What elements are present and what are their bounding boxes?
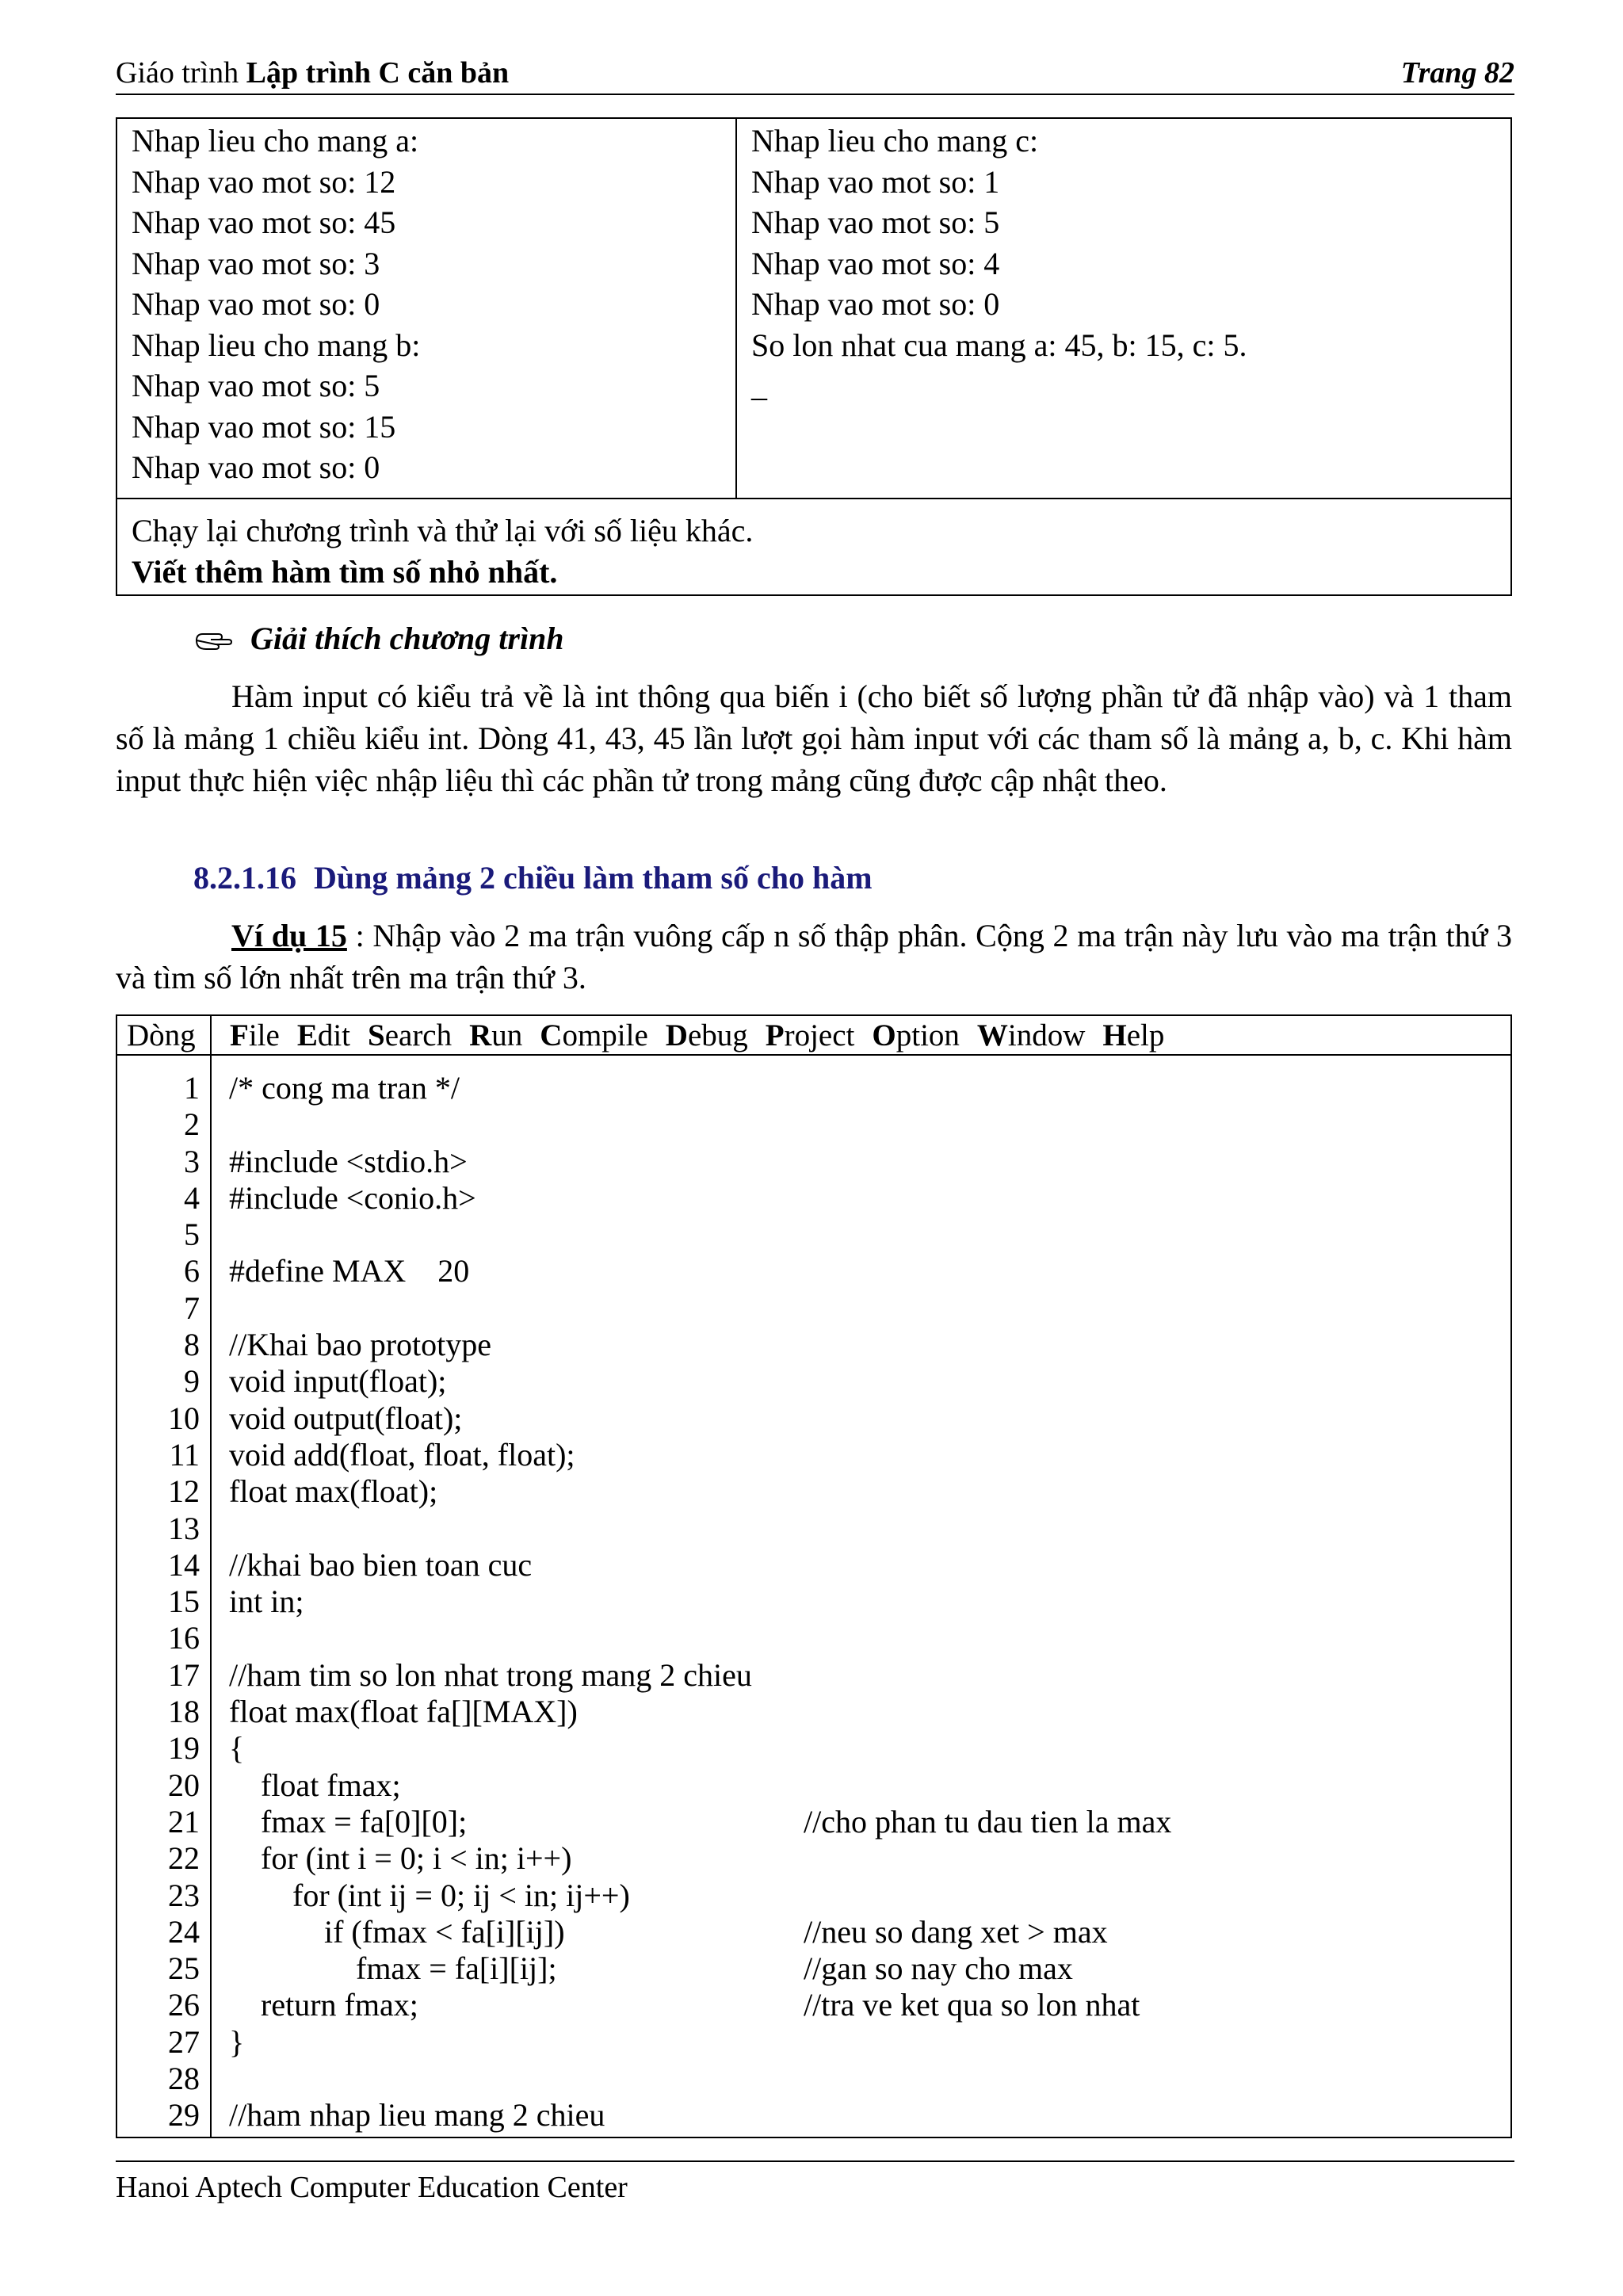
code-text: } <box>229 2023 245 2060</box>
line-numbers <box>117 1070 200 2134</box>
code-line <box>229 1657 752 1694</box>
code-text: void input(float); <box>229 1363 447 1400</box>
menu-item-hotkey: S <box>368 1018 385 1052</box>
code-text: int in; <box>229 1584 304 1620</box>
line-number: 21 <box>168 1803 200 1839</box>
code-listing-frame <box>116 1014 1512 2138</box>
book-title-prefix: Giáo trình <box>116 56 239 90</box>
code-line <box>229 1730 752 1767</box>
menu-item-hotkey: R <box>469 1018 492 1052</box>
output-line: Nhap lieu cho mang c: <box>751 123 1039 159</box>
menu-item-hotkey: D <box>665 1018 688 1052</box>
code-line <box>229 1840 752 1877</box>
code-text: #define MAX 20 <box>229 1253 470 1289</box>
line-number: 22 <box>168 1840 200 1877</box>
pointing-hand-icon <box>195 629 233 655</box>
page-header <box>116 52 1514 95</box>
line-number: 27 <box>168 2023 200 2060</box>
output-line: Nhap lieu cho mang b: <box>132 327 421 363</box>
book-title <box>116 55 509 90</box>
code-line <box>229 1584 752 1620</box>
menu-item[interactable] <box>469 1018 522 1052</box>
code-text: void add(float, float, float); <box>229 1436 575 1473</box>
code-comment: //gan so nay cho max <box>804 1950 1073 1987</box>
code-line <box>229 1144 752 1180</box>
output-line: Nhap vao mot so: 4 <box>751 245 1000 281</box>
page-footer <box>116 2160 1514 2205</box>
menu-item-label: dit <box>317 1018 350 1052</box>
code-comment: //tra ve ket qua so lon nhat <box>804 1987 1140 2023</box>
menu-item[interactable] <box>368 1018 452 1052</box>
output-line: Nhap vao mot so: 15 <box>132 408 396 445</box>
line-number: 17 <box>168 1656 200 1693</box>
note-line-2: Viết thêm hàm tìm số nhỏ nhất. <box>132 554 558 590</box>
code-text: //khai bao bien toan cuc <box>229 1546 533 1583</box>
menu-item-hotkey: W <box>976 1018 1008 1052</box>
line-number: 9 <box>184 1363 200 1400</box>
menu-item-hotkey: E <box>296 1018 318 1052</box>
code-text: #include <stdio.h> <box>229 1143 468 1179</box>
line-number: 15 <box>168 1584 200 1620</box>
section-heading <box>193 859 873 896</box>
output-column-right <box>751 120 1247 407</box>
column-divider <box>735 119 737 499</box>
line-number: 25 <box>168 1950 200 1987</box>
output-line: Nhap vao mot so: 1 <box>751 163 1000 200</box>
code-line <box>229 1803 1172 1840</box>
code-line <box>229 1363 752 1400</box>
explanation-text: Hàm input có kiểu trả về là int thông qua biến i (cho biết số lượng phần tử đã nhập vào) và 1 tham số là mảng 1 chiều kiểu int. Dòng 41, 43, 45 lần lượt gọi hàm input với các tham số là mảng a, b, c. Khi hàm input thực hiện việc nhập liệu thì các phần tử trong mảng cũng được cập nhật theo. <box>116 678 1512 798</box>
menu-item[interactable] <box>666 1018 748 1052</box>
menu-item[interactable] <box>297 1018 350 1052</box>
footer-text: Hanoi Aptech Computer Education Center <box>116 2171 628 2204</box>
menu-item[interactable] <box>1102 1018 1164 1052</box>
code-line <box>229 1070 752 1106</box>
code-text: for (int i = 0; i < in; i++) <box>229 1840 572 1877</box>
line-number: 7 <box>184 1289 200 1326</box>
output-line: Nhap lieu cho mang a: <box>132 123 419 159</box>
explanation-paragraph <box>116 675 1512 801</box>
menu-item-label: earch <box>384 1018 453 1052</box>
line-number: 18 <box>168 1694 200 1730</box>
code-text: fmax = fa[0][0]; <box>229 1803 468 1839</box>
code-text: //ham tim so lon nhat trong mang 2 chieu <box>229 1656 752 1693</box>
line-number: 24 <box>168 1913 200 1950</box>
output-line: So lon nhat cua mang a: 45, b: 15, c: 5. <box>751 327 1247 363</box>
code-text: for (int ij = 0; ij < in; ij++) <box>229 1877 630 1913</box>
line-number: 19 <box>168 1730 200 1767</box>
code-comment: //cho phan tu dau tien la max <box>804 1803 1172 1839</box>
line-number: 8 <box>184 1327 200 1363</box>
menu-item-label: ile <box>248 1018 280 1052</box>
output-line: Nhap vao mot so: 45 <box>132 204 396 240</box>
menu-item[interactable] <box>540 1018 648 1052</box>
ide-menu-bar <box>117 1016 1510 1056</box>
line-number: 5 <box>184 1217 200 1253</box>
code-line <box>229 1878 752 1914</box>
code-text: void output(float); <box>229 1400 463 1436</box>
code-line <box>229 1913 1108 1950</box>
output-line: Nhap vao mot so: 3 <box>132 245 380 281</box>
example-paragraph <box>116 915 1512 999</box>
example-label: Ví dụ 15 <box>231 918 347 953</box>
code-line <box>229 2061 752 2097</box>
line-number: 3 <box>184 1143 200 1179</box>
line-number: 29 <box>168 2097 200 2134</box>
line-number: 12 <box>168 1473 200 1510</box>
line-number: 13 <box>168 1510 200 1546</box>
code-line <box>229 1290 752 1327</box>
code-text: { <box>229 1730 245 1767</box>
menu-item-label: elp <box>1126 1018 1165 1052</box>
example-text: : Nhập vào 2 ma trận vuông cấp n số thập phân. Cộng 2 ma trận này lưu vào ma trận thứ 3 và tìm số lớn nhất trên ma trận thứ 3. <box>116 918 1513 995</box>
code-line <box>229 1950 1073 1987</box>
book-title-main: Lập trình C căn bản <box>246 56 510 90</box>
menu-item-label: roject <box>784 1018 855 1052</box>
code-line <box>229 1327 752 1363</box>
line-number: 1 <box>184 1070 200 1106</box>
menu-divider <box>210 1016 212 1054</box>
output-line: Nhap vao mot so: 12 <box>132 163 396 200</box>
explanation-heading-text: Giải thích chương trình <box>250 621 564 656</box>
code-text: fmax = fa[i][ij]; <box>229 1950 557 1987</box>
code-line <box>229 1620 752 1656</box>
code-line <box>229 2097 752 2134</box>
menu-item[interactable] <box>977 1018 1086 1052</box>
code-text: #include <conio.h> <box>229 1179 476 1216</box>
row-divider <box>117 498 1510 499</box>
code-line <box>229 1437 752 1473</box>
line-column-label: Dòng <box>127 1018 196 1052</box>
code-text: return fmax; <box>229 1987 418 2023</box>
program-output-table <box>116 117 1512 596</box>
line-number: 2 <box>184 1106 200 1143</box>
code-line <box>229 2024 752 2061</box>
code-text: float max(float); <box>229 1473 438 1510</box>
menu-item-label: indow <box>1007 1018 1086 1052</box>
code-text: /* cong ma tran */ <box>229 1070 460 1106</box>
menu-item-hotkey: F <box>230 1018 249 1052</box>
code-lines <box>229 1070 1172 2134</box>
code-text: float fmax; <box>229 1767 401 1803</box>
explanation-heading <box>195 620 564 657</box>
note-line-1: Chạy lại chương trình và thử lại với số liệu khác. <box>132 513 754 548</box>
line-number: 11 <box>169 1436 200 1473</box>
menu-item-hotkey: O <box>872 1018 896 1052</box>
output-line: Nhap vao mot so: 0 <box>132 286 380 322</box>
code-line <box>229 1694 752 1730</box>
line-number: 4 <box>184 1179 200 1216</box>
code-line <box>229 1106 752 1143</box>
menu-item-hotkey: H <box>1102 1018 1127 1052</box>
code-line <box>229 1253 752 1289</box>
menu-item[interactable] <box>766 1018 855 1052</box>
section-number: 8.2.1.16 <box>193 860 296 896</box>
code-line <box>229 1987 1140 2023</box>
code-text: //ham nhap lieu mang 2 chieu <box>229 2097 605 2134</box>
line-number: 28 <box>168 2061 200 2097</box>
code-line <box>229 1400 752 1437</box>
line-number: 6 <box>184 1253 200 1289</box>
output-line: Nhap vao mot so: 5 <box>132 368 380 403</box>
menu-item[interactable] <box>872 1018 960 1052</box>
menu-item[interactable] <box>230 1018 280 1052</box>
menu-item-label: ption <box>896 1018 960 1052</box>
code-line <box>229 1767 752 1804</box>
output-line: Nhap vao mot so: 0 <box>751 286 1000 322</box>
code-line <box>229 1217 752 1253</box>
code-comment: //neu so dang xet > max <box>804 1913 1108 1950</box>
output-column-left <box>132 120 420 488</box>
section-title: Dùng mảng 2 chiều làm tham số cho hàm <box>314 860 873 896</box>
page-number: Trang 82 <box>1400 56 1514 90</box>
line-number: 14 <box>168 1546 200 1583</box>
code-line <box>229 1511 752 1547</box>
code-text: if (fmax < fa[i][ij]) <box>229 1913 565 1950</box>
menu-item-label: ompile <box>562 1018 648 1052</box>
code-line <box>229 1180 752 1217</box>
menu-item-label: ebug <box>687 1018 748 1052</box>
code-text: float max(float fa[][MAX]) <box>229 1694 578 1730</box>
menu-item-hotkey: P <box>765 1018 785 1052</box>
line-number: 16 <box>168 1620 200 1656</box>
line-number: 26 <box>168 1987 200 2023</box>
menu-item-hotkey: C <box>540 1018 563 1052</box>
line-number-divider <box>210 1054 212 2138</box>
line-number: 23 <box>168 1877 200 1913</box>
output-line: Nhap vao mot so: 5 <box>751 204 1000 240</box>
output-line: Nhap vao mot so: 0 <box>132 449 380 485</box>
exercise-note <box>132 510 753 593</box>
code-line <box>229 1547 752 1584</box>
menu-item-label: un <box>491 1018 523 1052</box>
code-line <box>229 1473 752 1510</box>
code-text: //Khai bao prototype <box>229 1327 492 1363</box>
menu-items <box>230 1018 1182 1053</box>
output-line: _ <box>751 368 767 403</box>
line-number: 10 <box>168 1400 200 1436</box>
line-number: 20 <box>168 1767 200 1803</box>
